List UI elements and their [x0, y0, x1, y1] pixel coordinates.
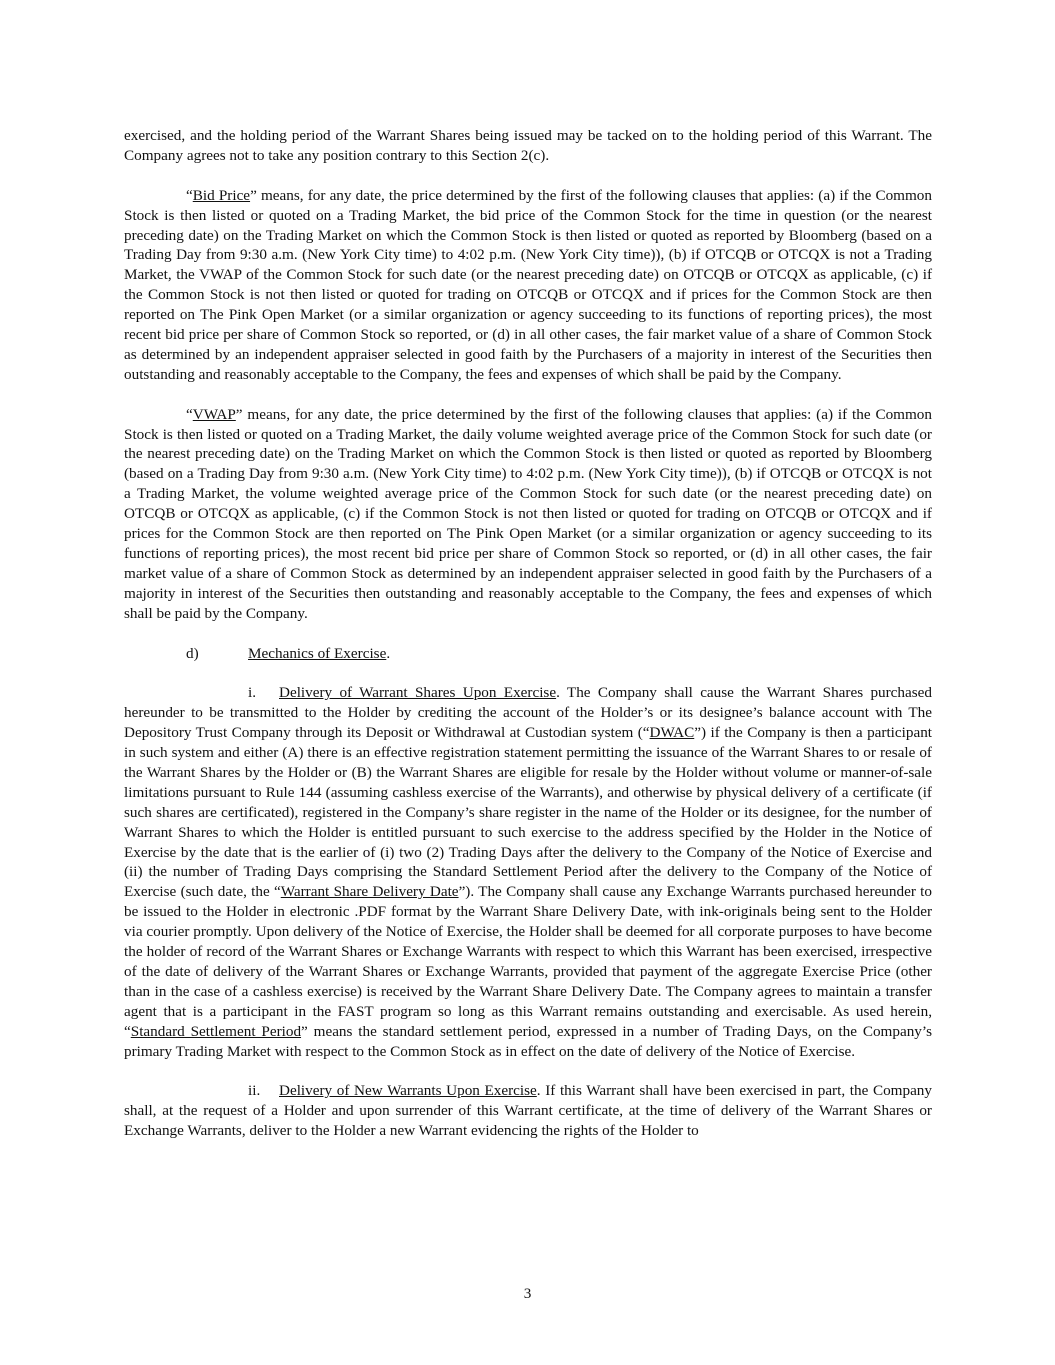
vwap-text: ” means, for any date, the price determined by the first of the following clauses that applies: (a) if the Common Stock is then listed or quoted on a Trading Market, the daily volume weighted average price of the Common Stock for such date (or the nearest preceding date) on the Trading Market on which the Common Stock is then listed or quoted as reported by Bloomberg (based on a Trading Day from 9:30 a.m. (New York City time) to 4:02 p.m. (New York City time)), (b) if OTCQB or OTCQX is not a Trading Market, the volume weighted average price of the Common Stock for such date (or the nearest preceding date) on OTCQB or OTCQX as applicable, (c) if the Common Stock is not then listed or quoted for trading on OTCQB or OTCQX and if prices for the Common Stock are then reported on The Pink Open Market (or a similar organization or agency succeeding to its functions of reporting prices), the most recent bid price per share of Common Stock so reported, or (d) in all other cases, the fair market value of a share of Common Stock as determined by an independent appraiser selected in good faith by the Purchasers of a majority in interest of the Securities then outstanding and reasonably acceptable to the Company, the fees and expenses of which shall be paid by the Company.	[124, 405, 932, 622]
section-d-title: Mechanics of Exercise	[248, 644, 387, 662]
item-i-text-3: ”). The Company shall cause any Exchange Warrants purchased hereunder to be issued to the Holder in electronic .PDF format by the Warrant Share Delivery Date, with ink-originals being sent to the Holder via courier promptly. Upon delivery of the Notice of Exercise, the Holder shall be deemed for all corporate purposes to have become the holder of record of the Warrant Shares or Exchange Warrants with respect to which this Warrant has been exercised, irrespective of the date of delivery of the Warrant Shares or Exchange Warrants, provided that payment of the aggregate Exercise Price (other than in the case of a cashless exercise) is received by the Warrant Share Delivery Date. The Company agrees to maintain a transfer agent that is a participant in the FAST program so long as this Warrant remains outstanding and exercisable. As used herein, “	[124, 883, 932, 1040]
dwac-term: DWAC	[649, 724, 695, 742]
bid-price-paragraph: “Bid Price” means, for any date, the price determined by the first of the following clauses that applies: (a) if the Common Stock is then listed or quoted on a Trading Market, the bid price of the Common Stock for the time in question (or the nearest preceding date) on the Trading Market on which the Common Stock is then listed or quoted as reported by Bloomberg (based on a Trading Day from 9:30 a.m. (New York City time) to 4:02 p.m. (New York City time)), (b) if OTCQB or OTCQX is not a Trading Market, the VWAP of the Common Stock for such date (or the nearest preceding date) on OTCQB or OTCQX as applicable, (c) if the Common Stock is not then listed or quoted for trading on OTCQB or OTCQX and if prices for the Common Stock are then reported on The Pink Open Market (or a similar organization or agency succeeding to its functions of reporting prices), the most recent bid price per share of Common Stock so reported, or (d) in all other cases, the fair market value of a share of Common Stock as determined by an independent appraiser selected in good faith by the Purchasers of a majority in interest of the Securities then outstanding and reasonably acceptable to the Company, the fees and expenses of which shall be paid by the Company.	[124, 186, 932, 383]
vwap-paragraph: “VWAP” means, for any date, the price determined by the first of the following clauses that applies: (a) if the Common Stock is then listed or quoted on a Trading Market, the daily volume weighted average price of the Common Stock for such date (or the nearest preceding date) on the Trading Market on which the Common Stock is then listed or quoted as reported by Bloomberg (based on a Trading Day from 9:30 a.m. (New York City time) to 4:02 p.m. (New York City time)), (b) if OTCQB or OTCQX is not a Trading Market, the volume weighted average price of the Common Stock for such date (or the nearest preceding date) on OTCQB or OTCQX as applicable, (c) if the Common Stock is not then listed or quoted for trading on OTCQB or OTCQX and if prices for the Common Stock are then reported on The Pink Open Market (or a similar organization or agency succeeding to its functions of reporting prices), the most recent bid price per share of Common Stock so reported, or (d) in all other cases, the fair market value of a share of Common Stock as determined by an independent appraiser selected in good faith by the Purchasers of a majority in interest of the Securities then outstanding and reasonably acceptable to the Company, the fees and expenses of which shall be paid by the Company.	[124, 405, 932, 622]
item-ii-heading: Delivery of New Warrants Upon Exercise	[279, 1082, 537, 1100]
item-i-text-2: ”) if the Company is then a participant in such system and either (A) there is an effective registration statement permitting the issuance of the Warrant Shares to or resale of the Warrant Shares by the Holder or (B) the Warrant Shares are eligible for resale by the Holder without volume or manner-of-sale limitations pursuant to Rule 144 (assuming cashless exercise of the Warrants), and otherwise by physical delivery of a certificate (if such shares are certificated), registered in the Company’s share register in the name of the Holder or its designee, for the number of Warrant Shares to which the Holder is entitled pursuant to such exercise to the address specified by the Holder in the Notice of Exercise by the date that is the earlier of (i) two (2) Trading Days after the delivery to the Company of the Notice of Exercise and (ii) the number of Trading Days comprising the Standard Settlement Period after the delivery to the Company of the Notice of Exercise (such date, the “	[124, 724, 933, 901]
item-i-numeral: i.	[248, 684, 257, 702]
item-ii-numeral: ii.	[248, 1082, 261, 1100]
continuation-text: exercised, and the holding period of the Warrant Shares being issued may be tacked on to the holding period of this Warrant. The Company agrees not to take any position contrary to this Section 2(c).	[124, 127, 932, 164]
item-i-text-4: ” means the standard settlement period, expressed in a number of Trading Days, on the Company’s primary Trading Market with respect to the Common Stock as in effect on the date of delivery of the Notice of Exercise.	[124, 1022, 933, 1060]
page-number: 3	[523, 1285, 532, 1302]
item-i-paragraph	[124, 683, 932, 1061]
item-i-heading: Delivery of Warrant Shares Upon Exercise	[279, 684, 557, 702]
bid-price-text: ” means, for any date, the price determined by the first of the following clauses that applies: (a) if the Common Stock is then listed or quoted on a Trading Market, the bid price of the Common Stock for the time in question (or the nearest preceding date) on the Trading Market on which the Common Stock is then listed or quoted as reported by Bloomberg (based on a Trading Day from 9:30 a.m. (New York City time) to 4:02 p.m. (New York City time)), (b) if OTCQB or OTCQX is not a Trading Market, the VWAP of the Common Stock for such date (or the nearest preceding date) on OTCQB or OTCQX as applicable, (c) if the Common Stock is not then listed or quoted for trading on OTCQB or OTCQX and if prices for the Common Stock are then reported on The Pink Open Market (or a similar organization or agency succeeding to its functions of reporting prices), the most recent bid price per share of Common Stock so reported, or (d) in all other cases, the fair market value of a share of Common Stock as determined by an independent appraiser selected in good faith by the Purchasers of a majority in interest of the Securities then outstanding and reasonably acceptable to the Company, the fees and expenses of which shall be paid by the Company.	[124, 186, 932, 383]
item-ii-paragraph	[124, 1081, 932, 1141]
section-d-number: d)	[186, 644, 199, 662]
section-d-heading: d) Mechanics of Exercise.	[186, 644, 391, 662]
vwap-term: VWAP	[192, 405, 236, 423]
bid-price-term: Bid Price	[192, 186, 251, 204]
item-ii-text: . If this Warrant shall have been exercised in part, the Company shall, at the request of a Holder and upon surrender of this Warrant certificate, at the time of delivery of the Warrant Shares or Exchange Warrants, deliver to the Holder a new Warrant evidencing the rights of the Holder to	[124, 1082, 932, 1140]
warrant-share-delivery-date-term: Warrant Share Delivery Date	[280, 883, 459, 901]
document-body	[124, 126, 932, 1161]
standard-settlement-period-term: Standard Settlement Period	[130, 1022, 302, 1040]
continuation-paragraph	[124, 126, 932, 166]
item-i-text-1: . The Company shall cause the Warrant Shares purchased hereunder to be transmitted to the Holder by crediting the account of the Holder’s or its designee’s balance account with The Depository Trust Company through its Deposit or Withdrawal at Custodian system (“	[124, 684, 933, 742]
